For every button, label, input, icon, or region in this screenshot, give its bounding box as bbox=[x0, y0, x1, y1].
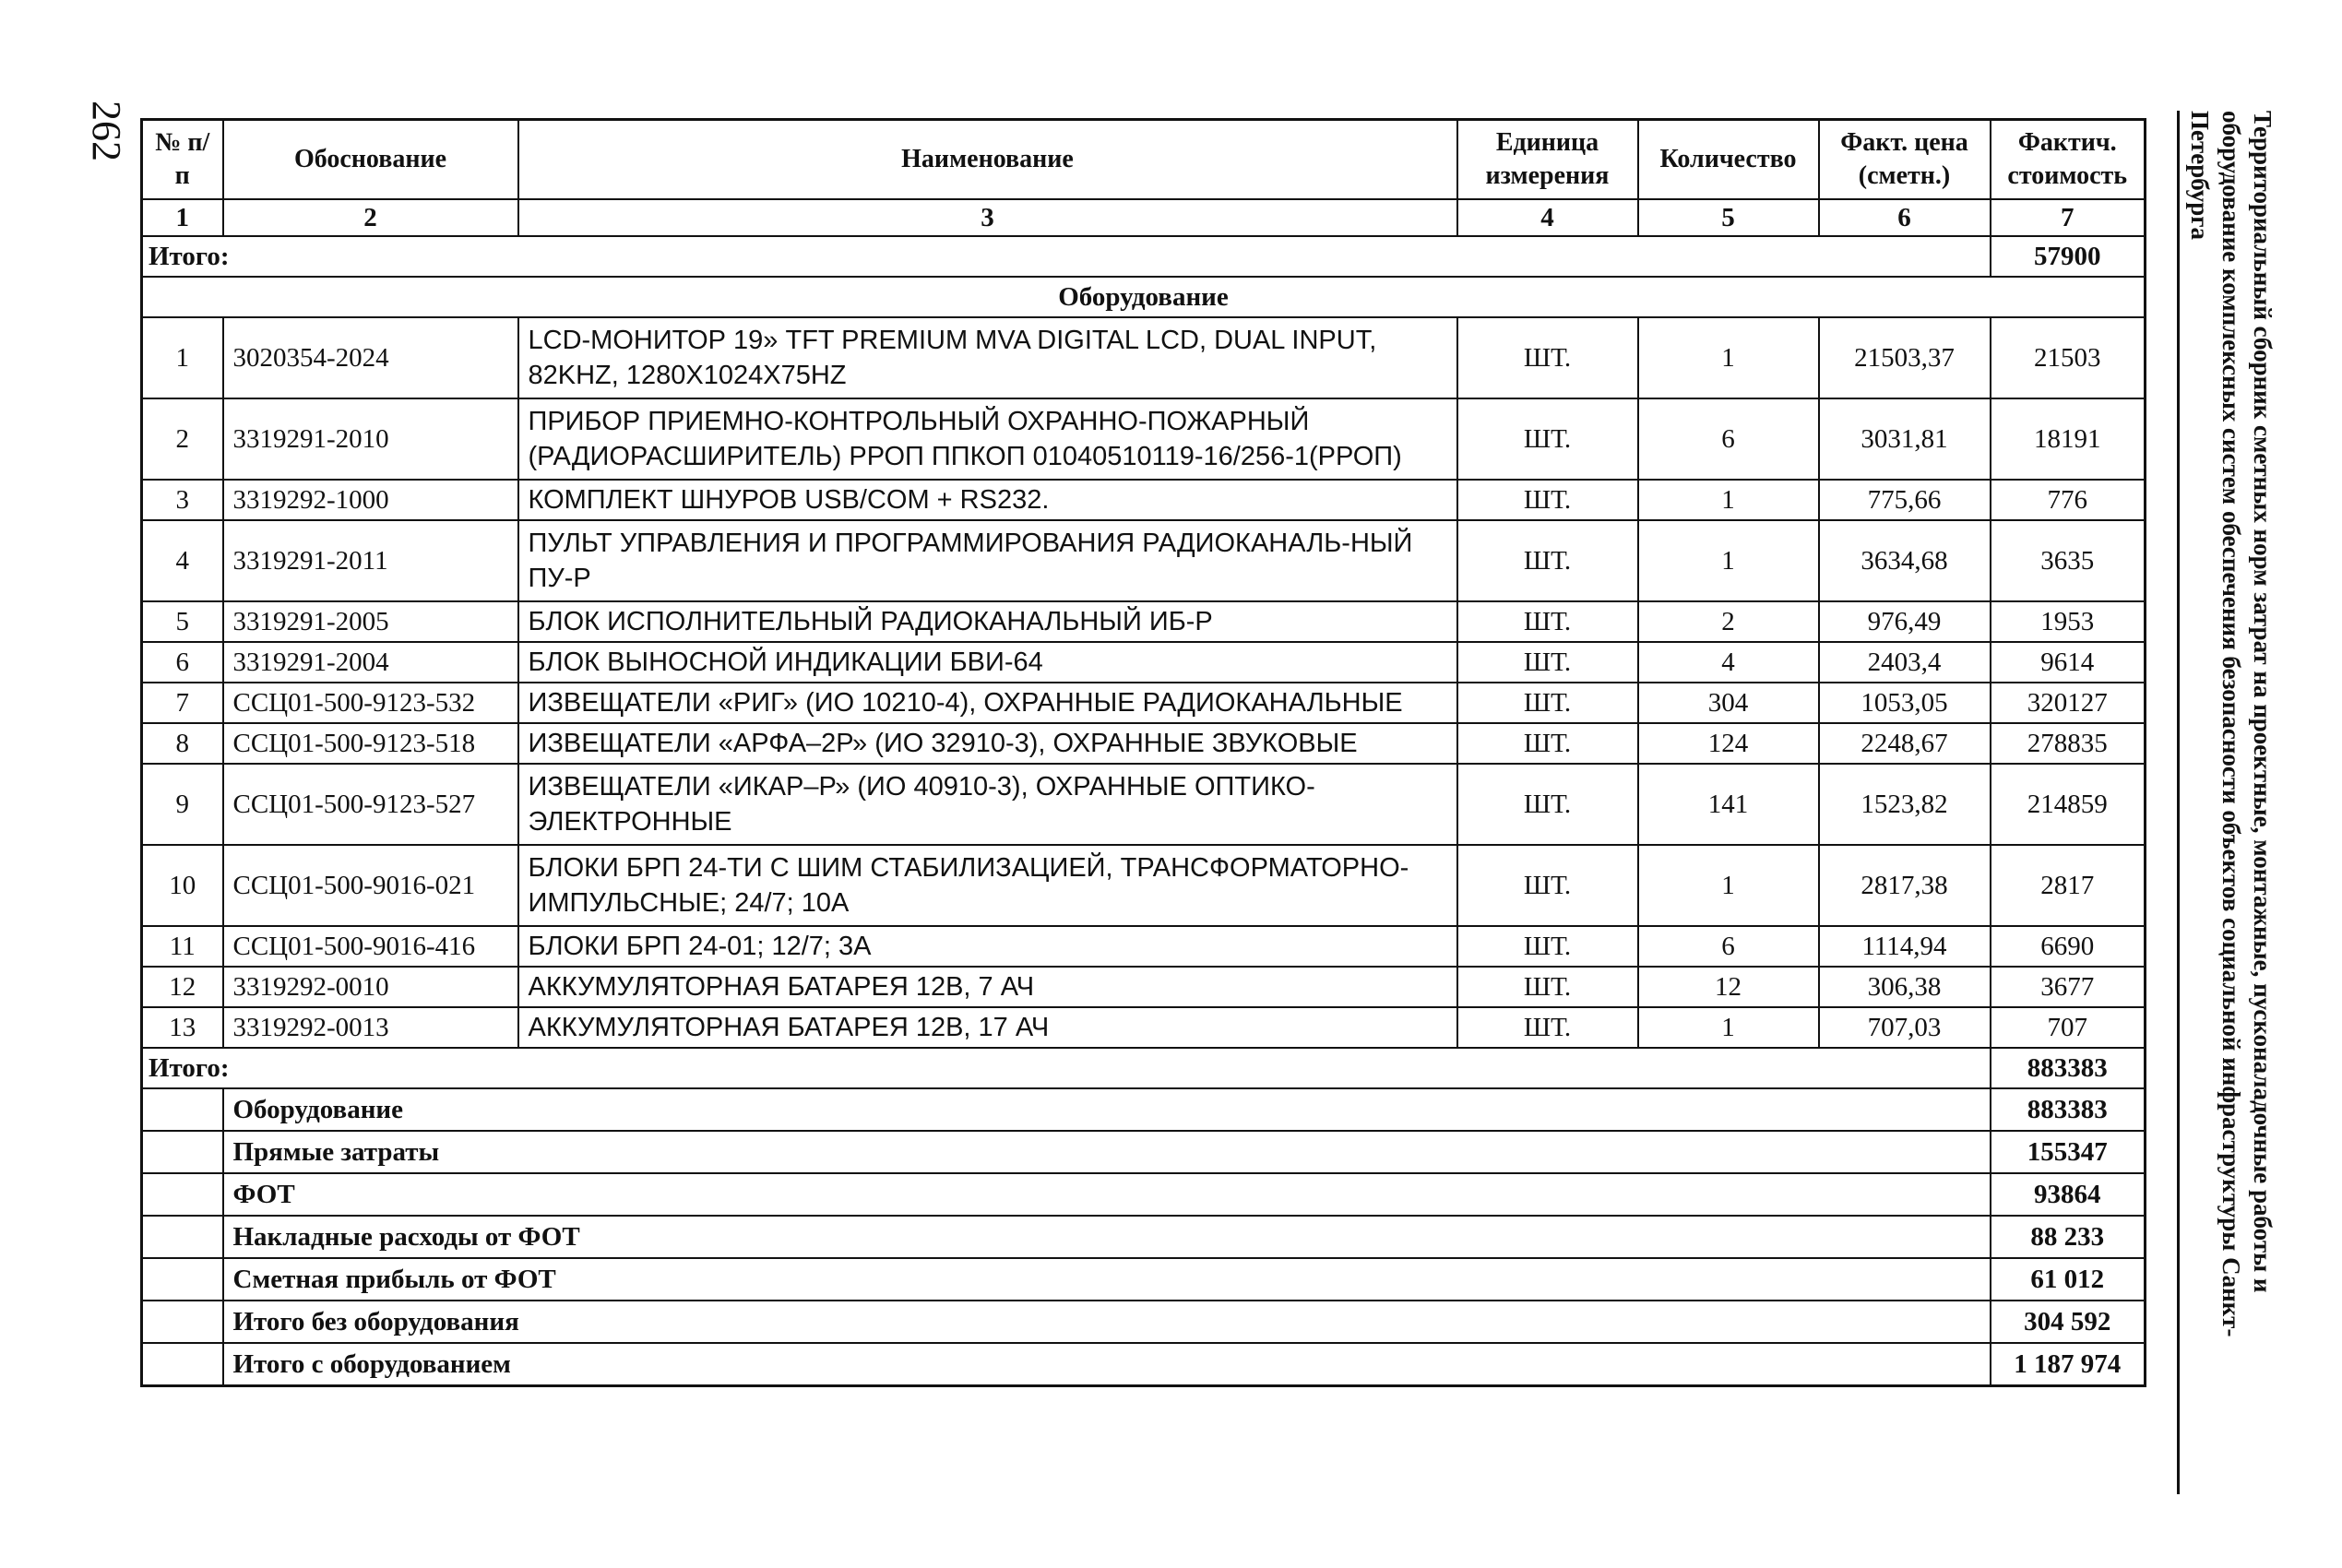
table-row bbox=[142, 398, 2146, 480]
row-basis: ССЦ01-500-9123-518 bbox=[223, 723, 518, 764]
summary-blank-cell bbox=[142, 1301, 223, 1343]
table-row bbox=[142, 520, 2146, 601]
table-row bbox=[142, 317, 2146, 398]
row-cost: 278835 bbox=[1991, 723, 2146, 764]
summary-label: Прямые затраты bbox=[223, 1131, 1991, 1173]
row-name: БЛОКИ БРП 24-ТИ С ШИМ СТАБИЛИЗАЦИЕЙ, ТРАНСФОРМАТОРНО-ИМПУЛЬСНЫЕ; 24/7; 10А bbox=[518, 845, 1457, 926]
row-unit: ШТ. bbox=[1457, 1007, 1638, 1048]
row-basis: 3319292-0010 bbox=[223, 967, 518, 1007]
summary-blank-cell bbox=[142, 1216, 223, 1258]
row-qty: 1 bbox=[1638, 520, 1819, 601]
row-number: 12 bbox=[142, 967, 223, 1007]
row-price: 1053,05 bbox=[1819, 683, 1991, 723]
row-qty: 12 bbox=[1638, 967, 1819, 1007]
row-price: 775,66 bbox=[1819, 480, 1991, 520]
row-unit: ШТ. bbox=[1457, 926, 1638, 967]
summary-row bbox=[142, 1258, 2146, 1301]
row-cost: 2817 bbox=[1991, 845, 2146, 926]
summary-blank-cell bbox=[142, 1131, 223, 1173]
row-qty: 1 bbox=[1638, 1007, 1819, 1048]
row-name: ИЗВЕЩАТЕЛИ «ИКАР–Р» (ИО 40910-3), ОХРАННЫЕ ОПТИКО-ЭЛЕКТРОННЫЕ bbox=[518, 764, 1457, 845]
row-price: 3634,68 bbox=[1819, 520, 1991, 601]
row-unit: ШТ. bbox=[1457, 480, 1638, 520]
summary-row bbox=[142, 1131, 2146, 1173]
column-number: 6 bbox=[1819, 199, 1991, 236]
header-unit: Единица измерения bbox=[1457, 120, 1638, 200]
row-cost: 1953 bbox=[1991, 601, 2146, 642]
row-name: ИЗВЕЩАТЕЛИ «РИГ» (ИО 10210-4), ОХРАННЫЕ РАДИОКАНАЛЬНЫЕ bbox=[518, 683, 1457, 723]
summary-row bbox=[142, 1088, 2146, 1131]
row-cost: 6690 bbox=[1991, 926, 2146, 967]
header-row bbox=[142, 120, 2146, 200]
row-number: 1 bbox=[142, 317, 223, 398]
row-number: 7 bbox=[142, 683, 223, 723]
row-qty: 6 bbox=[1638, 926, 1819, 967]
previous-total-value: 57900 bbox=[1991, 236, 2146, 277]
row-number: 9 bbox=[142, 764, 223, 845]
row-price: 3031,81 bbox=[1819, 398, 1991, 480]
summary-value: 155347 bbox=[1991, 1131, 2146, 1173]
summary-value: 883383 bbox=[1991, 1088, 2146, 1131]
row-qty: 124 bbox=[1638, 723, 1819, 764]
header-no: № п/п bbox=[142, 120, 223, 200]
summary-value: 61 012 bbox=[1991, 1258, 2146, 1301]
column-number: 4 bbox=[1457, 199, 1638, 236]
column-number: 2 bbox=[223, 199, 518, 236]
header-qty: Количество bbox=[1638, 120, 1819, 200]
summary-label: Оборудование bbox=[223, 1088, 1991, 1131]
table-row bbox=[142, 480, 2146, 520]
table-row bbox=[142, 723, 2146, 764]
table-row bbox=[142, 642, 2146, 683]
row-price: 21503,37 bbox=[1819, 317, 1991, 398]
row-name: БЛОК ВЫНОСНОЙ ИНДИКАЦИИ БВИ-64 bbox=[518, 642, 1457, 683]
row-qty: 1 bbox=[1638, 845, 1819, 926]
row-qty: 4 bbox=[1638, 642, 1819, 683]
summary-blank-cell bbox=[142, 1088, 223, 1131]
summary-label: Накладные расходы от ФОТ bbox=[223, 1216, 1991, 1258]
table-row bbox=[142, 764, 2146, 845]
row-name: КОМПЛЕКТ ШНУРОВ USB/COM + RS232. bbox=[518, 480, 1457, 520]
column-number: 7 bbox=[1991, 199, 2146, 236]
row-unit: ШТ. bbox=[1457, 683, 1638, 723]
row-basis: ССЦ01-500-9016-416 bbox=[223, 926, 518, 967]
row-unit: ШТ. bbox=[1457, 520, 1638, 601]
column-number-row bbox=[142, 199, 2146, 236]
header-cost: Фактич. стоимость bbox=[1991, 120, 2146, 200]
summary-value: 1 187 974 bbox=[1991, 1343, 2146, 1386]
row-number: 4 bbox=[142, 520, 223, 601]
summary-row bbox=[142, 1301, 2146, 1343]
table-row bbox=[142, 967, 2146, 1007]
row-cost: 3677 bbox=[1991, 967, 2146, 1007]
row-unit: ШТ. bbox=[1457, 398, 1638, 480]
summary-label: Итого с оборудованием bbox=[223, 1343, 1991, 1386]
row-number: 8 bbox=[142, 723, 223, 764]
row-unit: ШТ. bbox=[1457, 845, 1638, 926]
column-number: 5 bbox=[1638, 199, 1819, 236]
summary-blank-cell bbox=[142, 1258, 223, 1301]
row-name: АККУМУЛЯТОРНАЯ БАТАРЕЯ 12В, 7 АЧ bbox=[518, 967, 1457, 1007]
row-basis: ССЦ01-500-9016-021 bbox=[223, 845, 518, 926]
summary-row bbox=[142, 1216, 2146, 1258]
estimate-table bbox=[140, 118, 2146, 1387]
row-name: LCD-МОНИТОР 19» TFT PREMIUM MVA DIGITAL LCD, DUAL INPUT, 82KHZ, 1280X1024X75HZ bbox=[518, 317, 1457, 398]
summary-row bbox=[142, 1343, 2146, 1386]
summary-blank-cell bbox=[142, 1343, 223, 1386]
header-name: Наименование bbox=[518, 120, 1457, 200]
row-number: 11 bbox=[142, 926, 223, 967]
row-basis: 3020354-2024 bbox=[223, 317, 518, 398]
header-price: Факт. цена (сметн.) bbox=[1819, 120, 1991, 200]
section-total-row bbox=[142, 1048, 2146, 1088]
row-cost: 3635 bbox=[1991, 520, 2146, 601]
row-basis: ССЦ01-500-9123-532 bbox=[223, 683, 518, 723]
side-divider-rule bbox=[2177, 111, 2180, 1494]
row-basis: 3319291-2011 bbox=[223, 520, 518, 601]
row-basis: 3319291-2004 bbox=[223, 642, 518, 683]
row-cost: 776 bbox=[1991, 480, 2146, 520]
row-unit: ШТ. bbox=[1457, 317, 1638, 398]
section-total-label: Итого: bbox=[142, 1048, 1991, 1088]
column-number: 3 bbox=[518, 199, 1457, 236]
row-qty: 1 bbox=[1638, 480, 1819, 520]
row-cost: 214859 bbox=[1991, 764, 2146, 845]
table-row bbox=[142, 683, 2146, 723]
row-qty: 141 bbox=[1638, 764, 1819, 845]
row-qty: 6 bbox=[1638, 398, 1819, 480]
row-qty: 1 bbox=[1638, 317, 1819, 398]
row-unit: ШТ. bbox=[1457, 723, 1638, 764]
table-row bbox=[142, 1007, 2146, 1048]
row-price: 976,49 bbox=[1819, 601, 1991, 642]
previous-total-label: Итого: bbox=[142, 236, 1991, 277]
row-price: 1114,94 bbox=[1819, 926, 1991, 967]
row-basis: 3319292-1000 bbox=[223, 480, 518, 520]
row-unit: ШТ. bbox=[1457, 642, 1638, 683]
summary-blank-cell bbox=[142, 1173, 223, 1216]
row-basis: 3319292-0013 bbox=[223, 1007, 518, 1048]
row-price: 2817,38 bbox=[1819, 845, 1991, 926]
row-number: 3 bbox=[142, 480, 223, 520]
row-name: БЛОК ИСПОЛНИТЕЛЬНЫЙ РАДИОКАНАЛЬНЫЙ ИБ-Р bbox=[518, 601, 1457, 642]
row-name: ПУЛЬТ УПРАВЛЕНИЯ И ПРОГРАММИРОВАНИЯ РАДИОКАНАЛЬ-НЫЙ ПУ-Р bbox=[518, 520, 1457, 601]
row-unit: ШТ. bbox=[1457, 967, 1638, 1007]
row-qty: 2 bbox=[1638, 601, 1819, 642]
table-row bbox=[142, 601, 2146, 642]
section-title: Оборудование bbox=[142, 277, 2146, 317]
row-cost: 320127 bbox=[1991, 683, 2146, 723]
row-price: 2403,4 bbox=[1819, 642, 1991, 683]
row-name: АККУМУЛЯТОРНАЯ БАТАРЕЯ 12В, 17 АЧ bbox=[518, 1007, 1457, 1048]
row-number: 10 bbox=[142, 845, 223, 926]
row-price: 707,03 bbox=[1819, 1007, 1991, 1048]
summary-value: 93864 bbox=[1991, 1173, 2146, 1216]
row-name: ИЗВЕЩАТЕЛИ «АРФА–2Р» (ИО 32910-3), ОХРАННЫЕ ЗВУКОВЫЕ bbox=[518, 723, 1457, 764]
summary-label: ФОТ bbox=[223, 1173, 1991, 1216]
table-row bbox=[142, 845, 2146, 926]
row-number: 5 bbox=[142, 601, 223, 642]
row-name: БЛОКИ БРП 24-01; 12/7; 3А bbox=[518, 926, 1457, 967]
row-number: 2 bbox=[142, 398, 223, 480]
row-cost: 18191 bbox=[1991, 398, 2146, 480]
summary-value: 88 233 bbox=[1991, 1216, 2146, 1258]
row-basis: ССЦ01-500-9123-527 bbox=[223, 764, 518, 845]
row-cost: 707 bbox=[1991, 1007, 2146, 1048]
previous-total-row bbox=[142, 236, 2146, 277]
row-number: 13 bbox=[142, 1007, 223, 1048]
row-price: 1523,82 bbox=[1819, 764, 1991, 845]
row-price: 306,38 bbox=[1819, 967, 1991, 1007]
summary-label: Сметная прибыль от ФОТ bbox=[223, 1258, 1991, 1301]
header-basis: Обоснование bbox=[223, 120, 518, 200]
row-cost: 21503 bbox=[1991, 317, 2146, 398]
row-qty: 304 bbox=[1638, 683, 1819, 723]
summary-row bbox=[142, 1173, 2146, 1216]
page-number: 262 bbox=[84, 101, 129, 161]
row-number: 6 bbox=[142, 642, 223, 683]
row-name: ПРИБОР ПРИЕМНО-КОНТРОЛЬНЫЙ ОХРАННО-ПОЖАРНЫЙ (РАДИОРАСШИРИТЕЛЬ) РРОП ППКОП 01040510119-16/256-1(РРОП) bbox=[518, 398, 1457, 480]
section-title-row bbox=[142, 277, 2146, 317]
row-cost: 9614 bbox=[1991, 642, 2146, 683]
row-basis: 3319291-2010 bbox=[223, 398, 518, 480]
summary-value: 304 592 bbox=[1991, 1301, 2146, 1343]
row-price: 2248,67 bbox=[1819, 723, 1991, 764]
summary-label: Итого без оборудования bbox=[223, 1301, 1991, 1343]
table-row bbox=[142, 926, 2146, 967]
side-header-text: Территориальный сборник сметных норм затрат на проектные, монтажные, пусконаладочные работы и оборудование комплексных систем обеспечения безопасности объектов социальной инфраструктуры Санкт-Петербурга bbox=[2186, 111, 2277, 1337]
row-unit: ШТ. bbox=[1457, 601, 1638, 642]
row-unit: ШТ. bbox=[1457, 764, 1638, 845]
column-number: 1 bbox=[142, 199, 223, 236]
row-basis: 3319291-2005 bbox=[223, 601, 518, 642]
section-total-value: 883383 bbox=[1991, 1048, 2146, 1088]
